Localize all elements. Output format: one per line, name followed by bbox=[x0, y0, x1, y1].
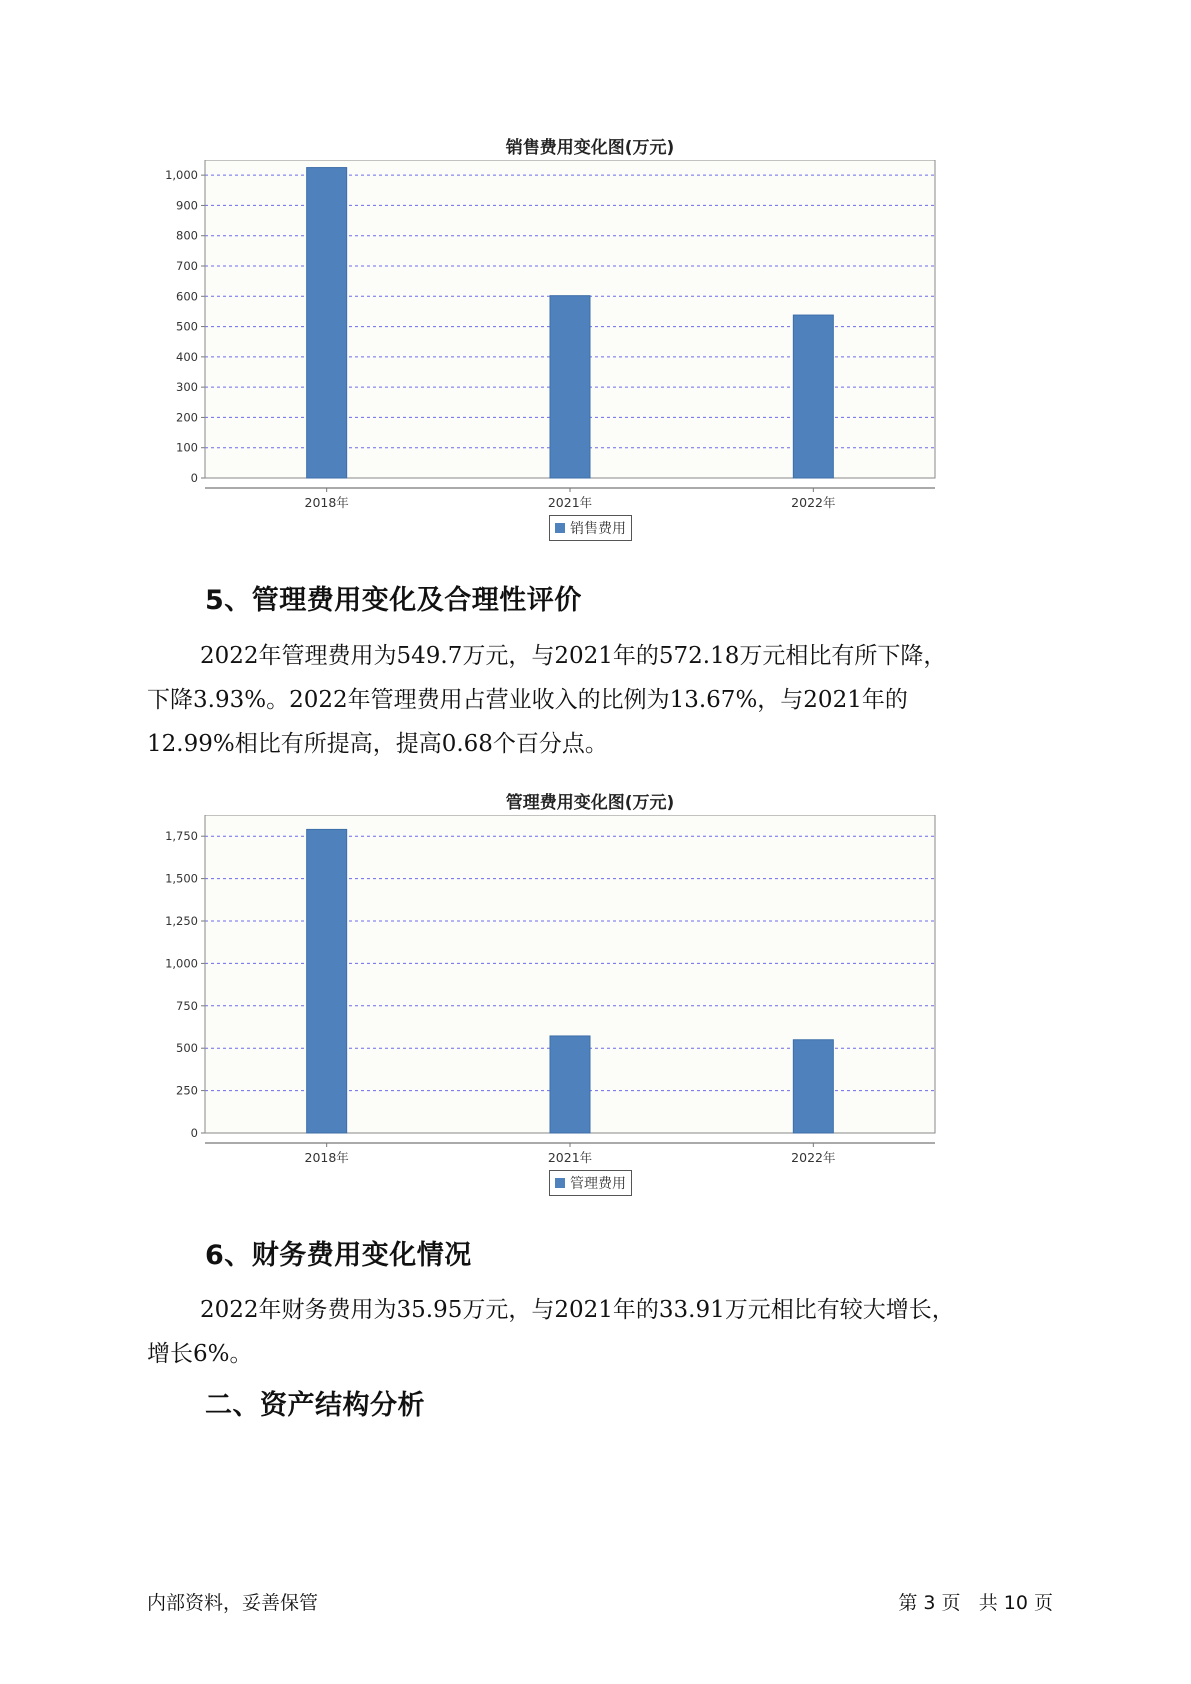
admin-expense-chart bbox=[150, 783, 1030, 1203]
y-tick-label: 600 bbox=[176, 289, 198, 304]
page-unit: 页 bbox=[941, 1592, 961, 1614]
y-tick-label: 800 bbox=[176, 228, 198, 243]
y-tick-label: 1,500 bbox=[165, 871, 198, 886]
y-tick-label: 300 bbox=[176, 380, 198, 395]
legend-label: 销售费用 bbox=[570, 521, 626, 537]
chart-title: 销售费用变化图(万元) bbox=[505, 138, 675, 158]
y-tick-label: 900 bbox=[176, 198, 198, 213]
bar bbox=[307, 829, 347, 1133]
y-tick-label: 700 bbox=[176, 259, 198, 273]
y-tick-label: 1,000 bbox=[165, 956, 198, 971]
footer-confidential-note: 内部资料，妥善保管 bbox=[147, 1592, 319, 1614]
paragraph-line: 12.99%相比有所提高，提高0.68个百分点。 bbox=[147, 731, 608, 757]
bar bbox=[307, 168, 347, 478]
admin-expense-bar-chart bbox=[150, 815, 1030, 1205]
y-tick-label: 1,750 bbox=[165, 829, 198, 844]
y-tick-label: 400 bbox=[176, 349, 198, 364]
legend-swatch bbox=[555, 1178, 565, 1188]
bar bbox=[550, 296, 590, 478]
section-heading: 二、资产结构分析 bbox=[205, 1390, 425, 1421]
y-tick-label: 0 bbox=[190, 471, 198, 485]
bar bbox=[793, 315, 833, 478]
paragraph-line: 2022年财务费用为35.95万元，与2021年的33.91万元相比有较大增长， bbox=[200, 1297, 955, 1323]
y-tick-label: 100 bbox=[176, 440, 198, 455]
total-prefix: 共 bbox=[978, 1592, 998, 1614]
bar bbox=[793, 1040, 833, 1133]
x-tick-label: 2018年 bbox=[304, 495, 349, 510]
legend-swatch bbox=[555, 523, 565, 533]
y-tick-label: 500 bbox=[176, 319, 198, 334]
chart-title: 管理费用变化图(万元) bbox=[505, 793, 675, 813]
chart-legend bbox=[549, 515, 632, 541]
y-tick-label: 250 bbox=[176, 1083, 198, 1098]
sales-expense-chart bbox=[150, 128, 1030, 548]
y-tick-label: 1,000 bbox=[165, 168, 198, 183]
x-tick-label: 2018年 bbox=[304, 1150, 349, 1165]
paragraph bbox=[147, 1288, 1047, 1376]
bar bbox=[550, 1036, 590, 1133]
paragraph-line: 增长6%。 bbox=[147, 1341, 253, 1367]
x-tick-label: 2021年 bbox=[547, 495, 593, 510]
chart-legend bbox=[549, 1170, 632, 1196]
total-number: 10 bbox=[1003, 1592, 1028, 1614]
x-tick-label: 2022年 bbox=[791, 1150, 836, 1165]
footer-page-indicator bbox=[898, 1588, 1053, 1615]
paragraph-line: 2022年管理费用为549.7万元，与2021年的572.18万元相比有所下降， bbox=[200, 643, 947, 669]
y-tick-label: 200 bbox=[176, 410, 198, 425]
x-tick-label: 2022年 bbox=[791, 495, 836, 510]
y-tick-label: 1,250 bbox=[165, 914, 198, 928]
total-unit: 页 bbox=[1033, 1592, 1053, 1614]
x-tick-label: 2021年 bbox=[547, 1150, 593, 1165]
legend-label: 管理费用 bbox=[570, 1176, 626, 1192]
page-prefix: 第 bbox=[898, 1592, 918, 1614]
page-number: 3 bbox=[923, 1592, 936, 1614]
paragraph-line: 下降3.93%。2022年管理费用占营业收入的比例为13.67%，与2021年的 bbox=[147, 687, 908, 713]
y-tick-label: 750 bbox=[176, 998, 198, 1013]
section-heading: 6、财务费用变化情况 bbox=[205, 1240, 472, 1271]
section-heading: 5、管理费用变化及合理性评价 bbox=[205, 585, 582, 616]
paragraph bbox=[147, 634, 1047, 766]
sales-expense-bar-chart bbox=[150, 160, 1030, 550]
y-tick-label: 500 bbox=[176, 1041, 198, 1056]
y-tick-label: 0 bbox=[190, 1126, 198, 1140]
